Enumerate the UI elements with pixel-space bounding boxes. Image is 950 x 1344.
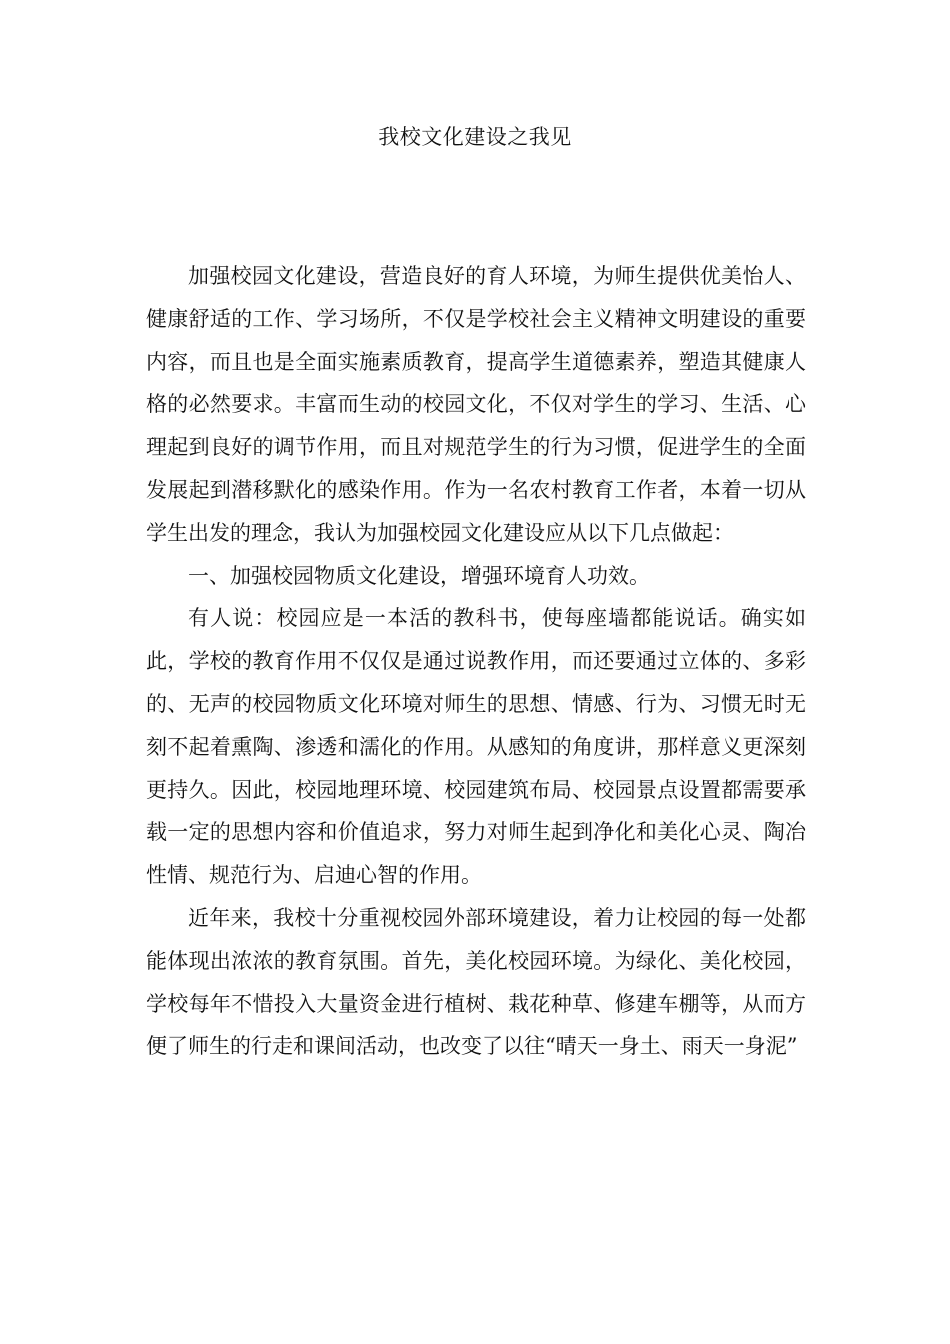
paragraph-recent-years: 近年来，我校十分重视校园外部环境建设，着力让校园的每一处都能体现出浓浓的教育氛围。首先，美化校园环境。为绿化、美化校园，学校每年不惜投入大量资金进行植树、栽花种草、修建车棚等，从而方便了师生的行走和课间活动，也改变了以往“晴天一身土、雨天一身泥”: [146, 905, 806, 1059]
document-body: [146, 255, 806, 1068]
document-title: 我校文化建设之我见: [378, 125, 572, 149]
paragraph-campus-textbook: 有人说：校园应是一本活的教科书，使每座墙都能说话。确实如此，学校的教育作用不仅仅是通过说教作用，而还要通过立体的、多彩的、无声的校园物质文化环境对师生的思想、情感、行为、习惯无时无刻不起着熏陶、渗透和濡化的作用。从感知的角度讲，那样意义更深刻更持久。因此，校园地理环境、校园建筑布局、校园景点设置都需要承载一定的思想内容和价值追求，努力对师生起到净化和美化心灵、陶冶性情、规范行为、启迪心智的作用。: [146, 606, 806, 888]
paragraph-intro: 加强校园文化建设，营造良好的育人环境，为师生提供优美怡人、健康舒适的工作、学习场所，不仅是学校社会主义精神文明建设的重要内容，而且也是全面实施素质教育，提高学生道德素养，塑造其健康人格的必然要求。丰富而生动的校园文化，不仅对学生的学习、生活、心理起到良好的调节作用，而且对规范学生的行为习惯，促进学生的全面发展起到潜移默化的感染作用。作为一名农村教育工作者，本着一切从学生出发的理念，我认为加强校园文化建设应从以下几点做起：: [146, 264, 806, 545]
paragraph-section-heading: 一、加强校园物质文化建设，增强环境育人功效。: [188, 563, 650, 588]
